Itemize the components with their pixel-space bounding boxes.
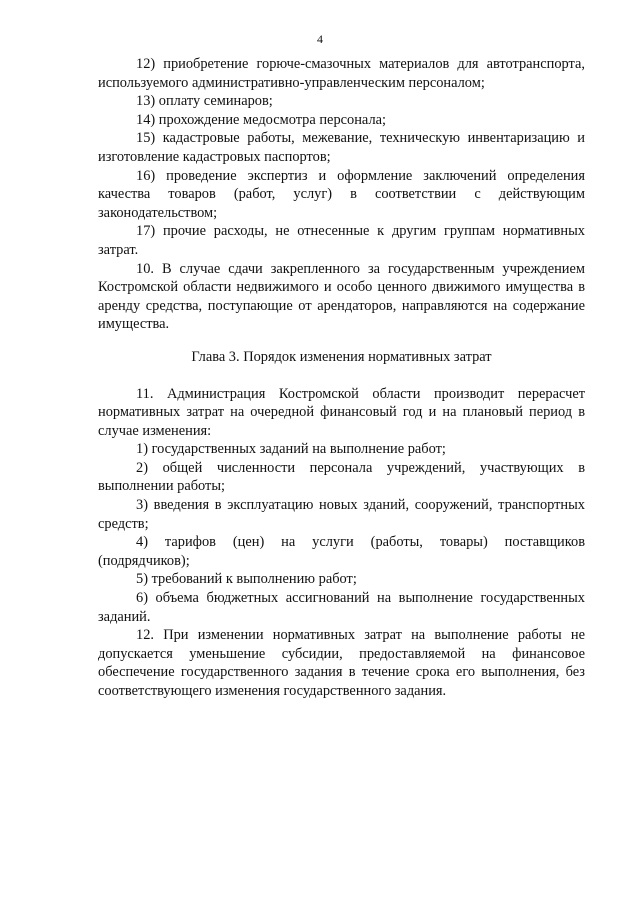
paragraph-subitem-6: 6) объема бюджетных ассигнований на выполнение государственных заданий. bbox=[98, 590, 585, 625]
document-body bbox=[98, 55, 585, 701]
paragraph-item-12: 12) приобретение горюче-смазочных материалов для автотранспорта, используемого административно-управленческим персоналом; bbox=[98, 56, 585, 91]
paragraph-subitem-1: 1) государственных заданий на выполнение работ; bbox=[136, 441, 446, 458]
paragraph-item-16: 16) проведение экспертиз и оформление заключений определения качества товаров (работ, услуг) в соответствии с действующим законодательством; bbox=[98, 167, 585, 221]
paragraph-subitem-3: 3) введения в эксплуатацию новых зданий, сооружений, транспортных средств; bbox=[98, 497, 585, 532]
paragraph-clause-12: 12. При изменении нормативных затрат на выполнение работы не допускается уменьшение субсидии, предоставляемой на финансовое обеспечение государственного задания в течение срока его выполнения, без соответствующего изменения государственного задания. bbox=[98, 627, 585, 699]
paragraph-item-14: 14) прохождение медосмотра персонала; bbox=[136, 111, 387, 128]
paragraph-clause-10: 10. В случае сдачи закрепленного за государственным учреждением Костромской области недвижимого и особо ценного движимого имущества в аренду средства, поступающие от арендаторов, направляются на содержание имущества. bbox=[98, 260, 585, 333]
chapter-heading: Глава 3. Порядок изменения нормативных затрат bbox=[191, 348, 492, 365]
paragraph-clause-11: 11. Администрация Костромской области производит перерасчет нормативных затрат на очередной финансовый год и на плановый период в случае изменения: bbox=[98, 385, 585, 439]
paragraph-item-17: 17) прочие расходы, не отнесенные к другим группам нормативных затрат. bbox=[98, 223, 585, 258]
paragraph-item-13: 13) оплату семинаров; bbox=[136, 93, 273, 110]
paragraph-subitem-5: 5) требований к выполнению работ; bbox=[136, 571, 357, 588]
paragraph-subitem-2: 2) общей численности персонала учреждений, участвующих в выполнении работы; bbox=[98, 459, 585, 495]
paragraph-subitem-4: 4) тарифов (цен) на услуги (работы, товары) поставщиков (подрядчиков); bbox=[98, 534, 585, 569]
page-number: 4 bbox=[317, 32, 323, 46]
paragraph-item-15: 15) кадастровые работы, межевание, техническую инвентаризацию и изготовление кадастровых паспортов; bbox=[98, 130, 585, 165]
